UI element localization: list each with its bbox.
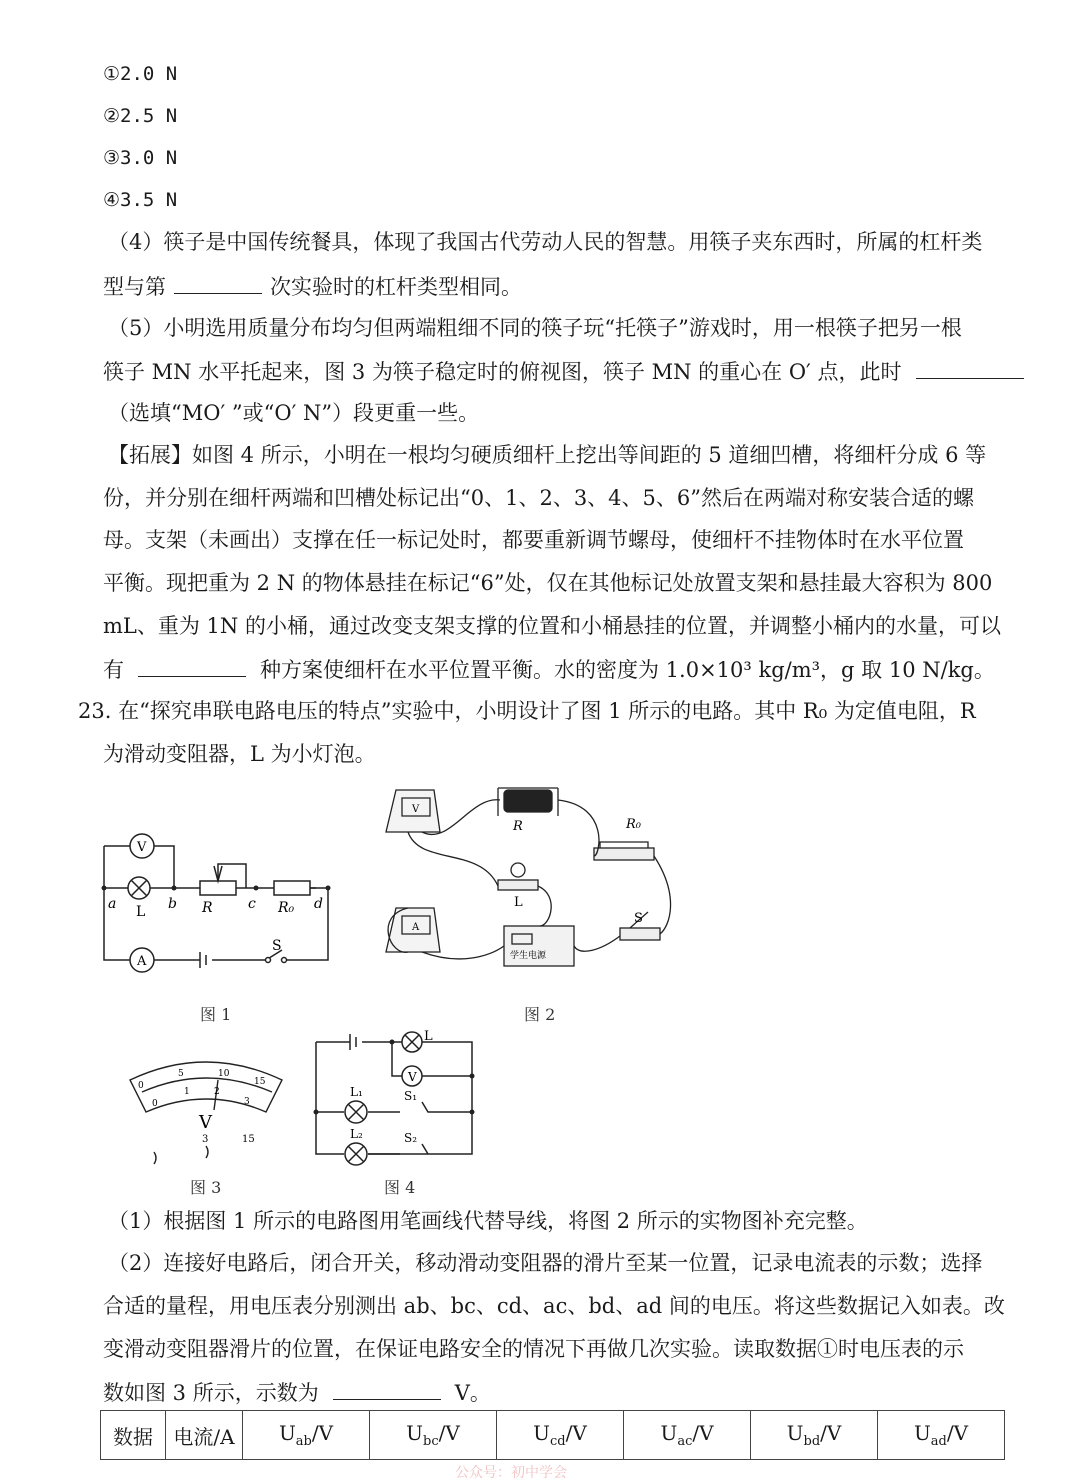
fig1-v-label: V — [137, 840, 147, 855]
ext-line-1: 【拓展】如图 4 所示，小明在一根均匀硬质细杆上挖出等间距的 5 道细凹槽，将细杆分成 6 等 — [108, 443, 987, 467]
option-2: ②2.5 N — [103, 105, 178, 127]
fig2-v-label: V — [412, 804, 420, 815]
fig4-l-label: L — [424, 1029, 433, 1044]
ext-line-6 — [103, 654, 995, 684]
th-ubc: $U_{bc}/V$ — [370, 1411, 497, 1460]
q5-line-2 — [103, 356, 1032, 386]
fig3-top-5: 5 — [178, 1069, 184, 1079]
fig3-v-label: V — [199, 1112, 212, 1133]
fig4-v-label: V — [408, 1070, 417, 1084]
option-3: ③3.0 N — [103, 147, 178, 169]
watermark: 公众号：初中学会 — [455, 1465, 567, 1481]
fig1-caption: 图 1 — [200, 1005, 232, 1024]
answer-blank-q5[interactable] — [916, 356, 1024, 379]
q4-line-2-post: 次实验时的杠杆类型相同。 — [270, 275, 522, 299]
q4-line-2-pre: 型与第 — [103, 275, 166, 299]
fig2-r0-label: R₀ — [626, 817, 641, 832]
fig3-top-15: 15 — [254, 1077, 266, 1087]
th-uab: $U_{ab}/V$ — [243, 1411, 370, 1460]
th-ubd: $U_{bd}/V$ — [751, 1411, 878, 1460]
fig2-r-label: R — [513, 819, 523, 834]
fig3-top-0: 0 — [138, 1081, 144, 1091]
fig1-b-point: b — [168, 896, 177, 912]
q5-line-2-text: 筷子 MN 水平托起来，图 3 为筷子稳定时的俯视图，筷子 MN 的重心在 O′ 点，此时 — [103, 360, 902, 384]
fig2-s-label: S — [634, 911, 643, 926]
sub1-text: （1）根据图 1 所示的电路图用笔画线代替导线，将图 2 所示的实物图补充完整。 — [108, 1209, 868, 1233]
fig1-r-label: R — [202, 900, 213, 916]
sub2-line-3: 变滑动变阻器滑片的位置，在保证电路安全的情况下再做几次实验。读取数据①时电压表的示 — [103, 1337, 964, 1361]
fig3-terminal-15: 15 — [242, 1134, 255, 1145]
q23-line-2: 为滑动变阻器，L 为小灯泡。 — [103, 742, 376, 766]
fig4-l1-label: L₁ — [350, 1085, 363, 1099]
option-1: ①2.0 N — [103, 63, 178, 85]
ext-line-4: 平衡。现把重为 2 N 的物体悬挂在标记“6”处，仅在其他标记处放置支架和悬挂最大容积为 800 — [103, 571, 993, 595]
fig1-c-point: c — [248, 896, 256, 912]
sub2-line-4-pre: 数如图 3 所示，示数为 — [103, 1381, 319, 1405]
fig3-bot-2: 2 — [214, 1087, 220, 1097]
sub2-line-2: 合适的量程，用电压表分别测出 ab、bc、cd、ac、bd、ad 间的电压。将这些数据记入如表。改 — [103, 1294, 1005, 1318]
fig4-s1-label: S₁ — [404, 1089, 418, 1103]
fig3-caption: 图 3 — [190, 1178, 222, 1197]
ext-line-6-pre: 有 — [103, 658, 124, 682]
fig1-s-label: S — [272, 938, 282, 954]
answer-blank-q4[interactable] — [174, 271, 262, 294]
figure-1-circuit — [96, 828, 336, 978]
fig4-l2-label: L₂ — [350, 1127, 363, 1141]
q23-line-1: 23. 在“探究串联电路电压的特点”实验中，小明设计了图 1 所示的电路。其中 R₀ 为定值电阻，R — [78, 699, 976, 723]
sub2-line-4 — [103, 1377, 491, 1407]
table-header-row — [101, 1411, 1005, 1460]
fig1-d-point: d — [314, 896, 323, 912]
fig3-bot-3: 3 — [244, 1097, 250, 1107]
ext-line-6-post: 种方案使细杆在水平位置平衡。水的密度为 1.0×10³ kg/m³，g 取 10 N/kg。 — [260, 658, 995, 682]
fig3-terminal-3: 3 — [202, 1134, 209, 1145]
option-4: ④3.5 N — [103, 189, 178, 211]
sub2-line-4-post: V。 — [454, 1381, 491, 1405]
q5-line-1: （5）小明选用质量分布均匀但两端粗细不同的筷子玩“托筷子”游戏时，用一根筷子把另一根 — [108, 316, 962, 340]
th-uac: $U_{ac}/V$ — [624, 1411, 751, 1460]
data-table — [100, 1410, 1005, 1460]
fig1-l-label: L — [136, 904, 146, 920]
fig3-bot-0: 0 — [152, 1099, 158, 1109]
fig1-a-point: a — [108, 896, 117, 912]
figure-3-voltmeter — [126, 1054, 286, 1172]
fig2-caption: 图 2 — [524, 1005, 556, 1024]
sub2-line-1: （2）连接好电路后，闭合开关，移动滑动变阻器的滑片至某一位置，记录电流表的示数；选择 — [108, 1251, 983, 1275]
figure-2-physical — [380, 776, 680, 976]
fig2-supply-label: 学生电源 — [510, 951, 547, 961]
th-data: 数据 — [101, 1411, 166, 1460]
th-uad: $U_{ad}/V$ — [878, 1411, 1005, 1460]
ext-line-3: 母。支架（未画出）支撑在任一标记处时，都要重新调节螺母，使细杆不挂物体时在水平位置 — [103, 528, 964, 552]
th-current: 电流/A — [166, 1411, 243, 1460]
fig3-top-10: 10 — [218, 1069, 230, 1079]
q4-line-2 — [103, 271, 522, 301]
fig4-s2-label: S₂ — [404, 1131, 418, 1145]
fig2-l-label: L — [514, 895, 523, 910]
ext-line-5: mL、重为 1N 的小桶，通过改变支架支撑的位置和小桶悬挂的位置，并调整小桶内的水量，可以 — [103, 614, 1001, 638]
fig2-a-label: A — [412, 922, 420, 933]
ext-line-2: 份，并分别在细杆两端和凹槽处标记出“0、1、2、3、4、5、6”然后在两端对称安装合适的螺 — [103, 486, 974, 510]
fig3-bot-1: 1 — [184, 1087, 190, 1097]
th-ucd: $U_{cd}/V$ — [497, 1411, 624, 1460]
q5-line-3: （选填“MO′ ”或“O′ N”）段更重一些。 — [108, 401, 480, 425]
fig1-a-label: A — [137, 954, 147, 969]
fig4-caption: 图 4 — [384, 1178, 416, 1197]
answer-blank-ext[interactable] — [138, 654, 246, 677]
figure-4-circuit — [310, 1026, 490, 1172]
answer-blank-voltage[interactable] — [333, 1377, 441, 1400]
fig1-r0-label: R₀ — [278, 900, 295, 916]
q4-line-1: （4）筷子是中国传统餐具，体现了我国古代劳动人民的智慧。用筷子夹东西时，所属的杠杆类 — [108, 230, 983, 254]
